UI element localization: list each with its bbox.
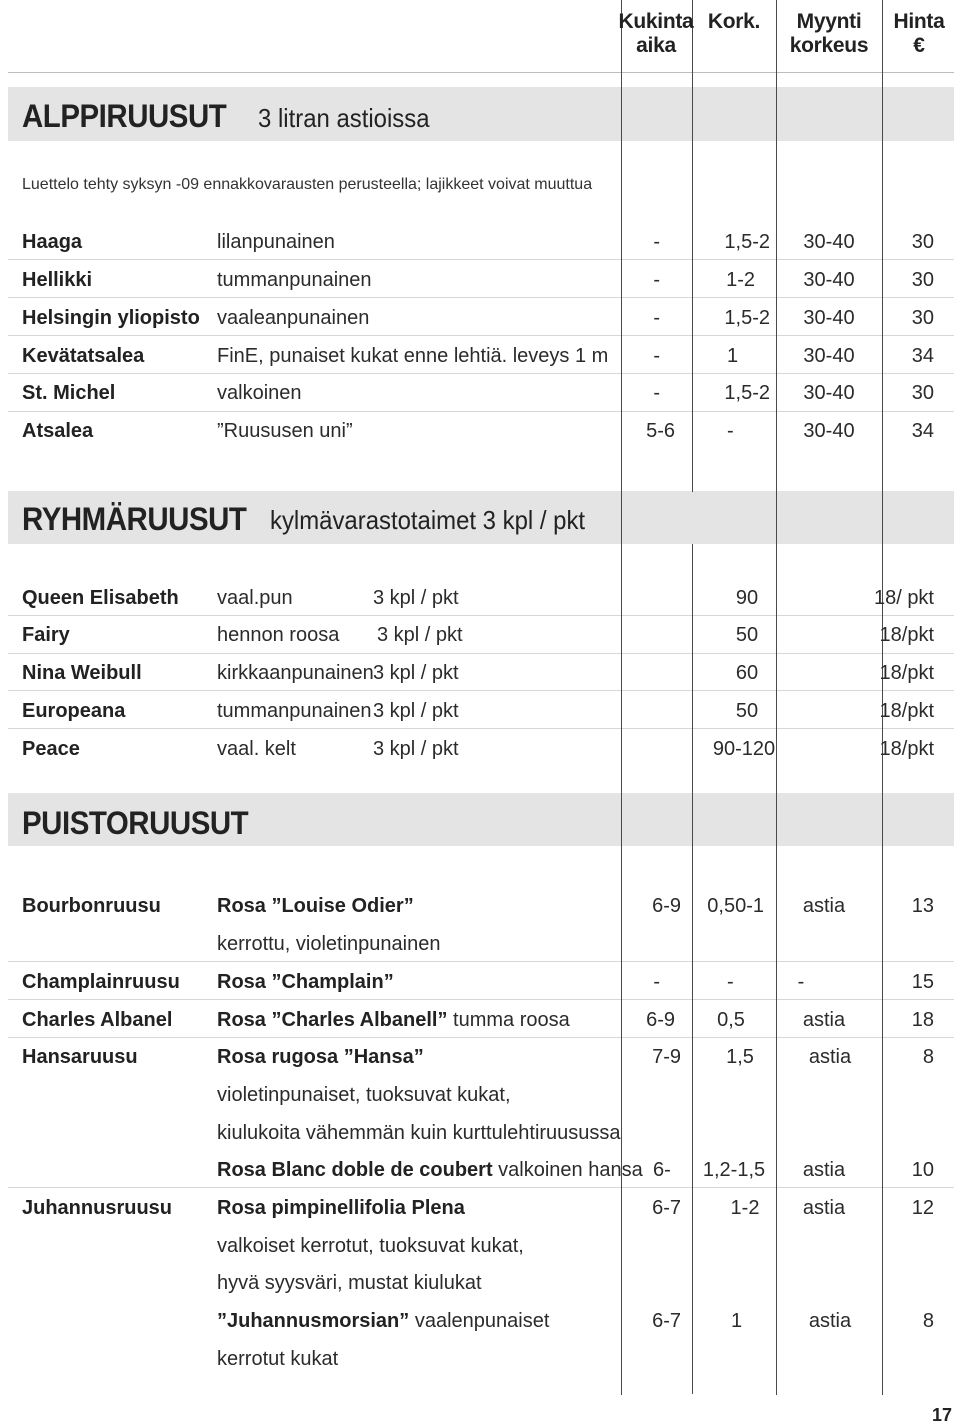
price: 10 bbox=[911, 1159, 934, 1181]
plant-description: lilanpunainen bbox=[217, 231, 335, 253]
price: 30 bbox=[911, 307, 934, 329]
sale-height: 60 bbox=[735, 662, 759, 684]
column-line bbox=[692, 0, 693, 492]
row-divider bbox=[8, 411, 954, 412]
sale-height: 30-40 bbox=[803, 231, 855, 253]
variety-name: ”Juhannusmorsian” bbox=[217, 1310, 410, 1332]
price: 34 bbox=[911, 345, 934, 367]
plant-description: ”Ruususen uni” bbox=[217, 420, 353, 442]
variety-note: tumma roosa bbox=[453, 1009, 570, 1031]
price: 12 bbox=[911, 1197, 934, 1219]
price: 18/ pkt bbox=[873, 587, 934, 609]
bloom-time: 6- bbox=[653, 1159, 671, 1181]
plant-description: vaaleanpunainen bbox=[217, 307, 370, 329]
bloom-time: - bbox=[653, 307, 660, 329]
sale-height: 90-120 bbox=[712, 738, 776, 760]
sale-height: 30-40 bbox=[803, 345, 855, 367]
plant-description: FinE, punaiset kukat enne lehtiä. leveys 1 m bbox=[217, 345, 609, 367]
column-header-price: Hinta € bbox=[893, 10, 945, 57]
plant-height: 1,5-2 bbox=[724, 382, 770, 404]
bloom-time: - bbox=[653, 345, 660, 367]
variety-name: Rosa Blanc doble de coubert bbox=[217, 1159, 493, 1181]
plant-name: Queen Elisabeth bbox=[22, 587, 179, 609]
column-line bbox=[776, 0, 777, 1395]
plant-height: 1-2 bbox=[726, 269, 755, 291]
plant-name: Champlainruusu bbox=[22, 971, 180, 993]
price: 18 bbox=[911, 1009, 934, 1031]
plant-description: tummanpunainen bbox=[217, 269, 372, 291]
pack-size: 3 kpl / pkt bbox=[377, 624, 463, 646]
plant-height: 1 bbox=[731, 1310, 743, 1332]
bloom-time: - bbox=[653, 269, 660, 291]
row-divider bbox=[8, 1187, 954, 1188]
plant-name: Bourbonruusu bbox=[22, 895, 161, 917]
variety-line bbox=[217, 1158, 643, 1182]
bloom-time: 7-9 bbox=[652, 1046, 681, 1068]
variety-name: Rosa ”Louise Odier” bbox=[217, 895, 414, 917]
variety-description: kiulukoita vähemmän kuin kurttulehtiruusussa bbox=[217, 1122, 621, 1144]
bloom-time: 6-7 bbox=[652, 1310, 681, 1332]
sale-height: 30-40 bbox=[803, 382, 855, 404]
sale-height: 30-40 bbox=[803, 269, 855, 291]
variety-line bbox=[217, 1309, 549, 1333]
row-divider bbox=[8, 1037, 954, 1038]
sale-height: astia bbox=[802, 1197, 846, 1219]
bloom-time: 5-6 bbox=[646, 420, 675, 442]
plant-name: Peace bbox=[22, 738, 80, 760]
plant-name: Nina Weibull bbox=[22, 662, 142, 684]
variety-name: Rosa pimpinellifolia Plena bbox=[217, 1197, 465, 1219]
pack-size: 3 kpl / pkt bbox=[373, 662, 459, 684]
price: 30 bbox=[911, 382, 934, 404]
plant-height: 1 bbox=[727, 345, 739, 367]
section-subtitle-ryhmaruusut: kylmävarastotaimet 3 kpl / pkt bbox=[270, 505, 586, 535]
section-title-puistoruusut: PUISTORUUSUT bbox=[22, 805, 249, 841]
column-line bbox=[692, 544, 693, 1394]
sale-height: - bbox=[797, 971, 805, 993]
sale-height: 90 bbox=[735, 587, 759, 609]
bloom-time: - bbox=[653, 971, 660, 993]
sale-height: 30-40 bbox=[803, 307, 855, 329]
plant-height: 1-2 bbox=[730, 1197, 760, 1219]
plant-name: Charles Albanel bbox=[22, 1009, 173, 1031]
plant-name: Fairy bbox=[22, 624, 70, 646]
column-header-height: Kork. bbox=[707, 10, 761, 33]
variety-name: Rosa ”Charles Albanell” bbox=[217, 1009, 448, 1031]
page-number: 17 bbox=[931, 1405, 952, 1425]
price: 15 bbox=[911, 971, 934, 993]
plant-height: 0,5 bbox=[717, 1009, 745, 1031]
price: 30 bbox=[911, 231, 934, 253]
plant-name: Hellikki bbox=[22, 269, 93, 291]
plant-height: 1,2-1,5 bbox=[702, 1159, 766, 1181]
bloom-time: - bbox=[653, 382, 660, 404]
sale-height: 50 bbox=[735, 624, 759, 646]
plant-height: 1,5-2 bbox=[724, 307, 770, 329]
variety-line bbox=[217, 1008, 570, 1032]
price: 8 bbox=[922, 1310, 934, 1332]
plant-color: tummanpunainen bbox=[217, 700, 372, 722]
plant-name: Atsalea bbox=[22, 420, 94, 442]
bloom-time: 6-9 bbox=[652, 895, 681, 917]
price: 18/pkt bbox=[879, 624, 934, 646]
row-divider bbox=[8, 615, 954, 616]
section-subtitle-alppiruusut: 3 litran astioissa bbox=[258, 103, 430, 133]
plant-name: St. Michel bbox=[22, 382, 116, 404]
bloom-time: 6-7 bbox=[652, 1197, 681, 1219]
header-divider bbox=[8, 72, 954, 73]
price: 34 bbox=[911, 420, 934, 442]
plant-color: hennon roosa bbox=[217, 624, 340, 646]
pack-size: 3 kpl / pkt bbox=[373, 700, 459, 722]
price: 13 bbox=[911, 895, 934, 917]
plant-color: kirkkaanpunainen bbox=[217, 662, 374, 684]
variety-note: valkoinen hansa bbox=[498, 1159, 643, 1181]
row-divider bbox=[8, 259, 954, 260]
variety-description: kerrotut kukat bbox=[217, 1348, 339, 1370]
row-divider bbox=[8, 335, 954, 336]
column-line bbox=[882, 0, 883, 1395]
catalog-note: Luettelo tehty syksyn -09 ennakkovarausten perusteella; lajikkeet voivat muuttua bbox=[22, 176, 593, 193]
sale-height: astia bbox=[802, 895, 846, 917]
section-title-ryhmaruusut: RYHMÄRUUSUT bbox=[22, 501, 247, 537]
variety-description: hyvä syysväri, mustat kiulukat bbox=[217, 1272, 482, 1294]
plant-name: Hansaruusu bbox=[22, 1046, 138, 1068]
row-divider bbox=[8, 297, 954, 298]
variety-description: violetinpunaiset, tuoksuvat kukat, bbox=[217, 1084, 511, 1106]
plant-color: vaal. kelt bbox=[217, 738, 296, 760]
variety-description: valkoiset kerrotut, tuoksuvat kukat, bbox=[217, 1235, 524, 1257]
column-header-bloom: Kukinta aika bbox=[618, 10, 694, 57]
plant-name: Juhannusruusu bbox=[22, 1197, 173, 1219]
plant-height: 1,5 bbox=[726, 1046, 754, 1068]
plant-height: 1,5-2 bbox=[724, 231, 770, 253]
plant-name: Helsingin yliopisto bbox=[22, 307, 200, 329]
variety-description: kerrottu, violetinpunainen bbox=[217, 933, 441, 955]
column-header-sale-height: Myynti korkeus bbox=[789, 10, 869, 57]
row-divider bbox=[8, 728, 954, 729]
pack-size: 3 kpl / pkt bbox=[373, 738, 459, 760]
section-title-alppiruusut: ALPPIRUUSUT bbox=[22, 98, 227, 134]
plant-height: 0,50-1 bbox=[707, 895, 764, 917]
plant-name: Kevätatsalea bbox=[22, 345, 145, 367]
price: 18/pkt bbox=[879, 662, 934, 684]
row-divider bbox=[8, 653, 954, 654]
sale-height: astia bbox=[808, 1046, 852, 1068]
price: 30 bbox=[911, 269, 934, 291]
sale-height: 30-40 bbox=[803, 420, 855, 442]
plant-name: Europeana bbox=[22, 700, 126, 722]
plant-height: - bbox=[727, 971, 734, 993]
price: 18/pkt bbox=[879, 738, 934, 760]
sale-height: astia bbox=[802, 1009, 846, 1031]
variety-name: Rosa rugosa ”Hansa” bbox=[217, 1046, 424, 1068]
sale-height: astia bbox=[802, 1159, 846, 1181]
row-divider bbox=[8, 690, 954, 691]
price: 18/pkt bbox=[879, 700, 934, 722]
bloom-time: 6-9 bbox=[646, 1009, 675, 1031]
sale-height: astia bbox=[808, 1310, 852, 1332]
plant-height: - bbox=[727, 420, 734, 442]
row-divider bbox=[8, 999, 954, 1000]
column-line bbox=[621, 0, 622, 1395]
row-divider bbox=[8, 373, 954, 374]
sale-height: 50 bbox=[735, 700, 759, 722]
row-divider bbox=[8, 961, 954, 962]
price: 8 bbox=[922, 1046, 934, 1068]
plant-name: Haaga bbox=[22, 231, 83, 253]
variety-note: vaalenpunaiset bbox=[414, 1310, 550, 1332]
bloom-time: - bbox=[653, 231, 660, 253]
variety-name: Rosa ”Champlain” bbox=[217, 971, 394, 993]
plant-description: valkoinen bbox=[217, 382, 302, 404]
plant-color: vaal.pun bbox=[217, 587, 293, 609]
pack-size: 3 kpl / pkt bbox=[373, 587, 459, 609]
